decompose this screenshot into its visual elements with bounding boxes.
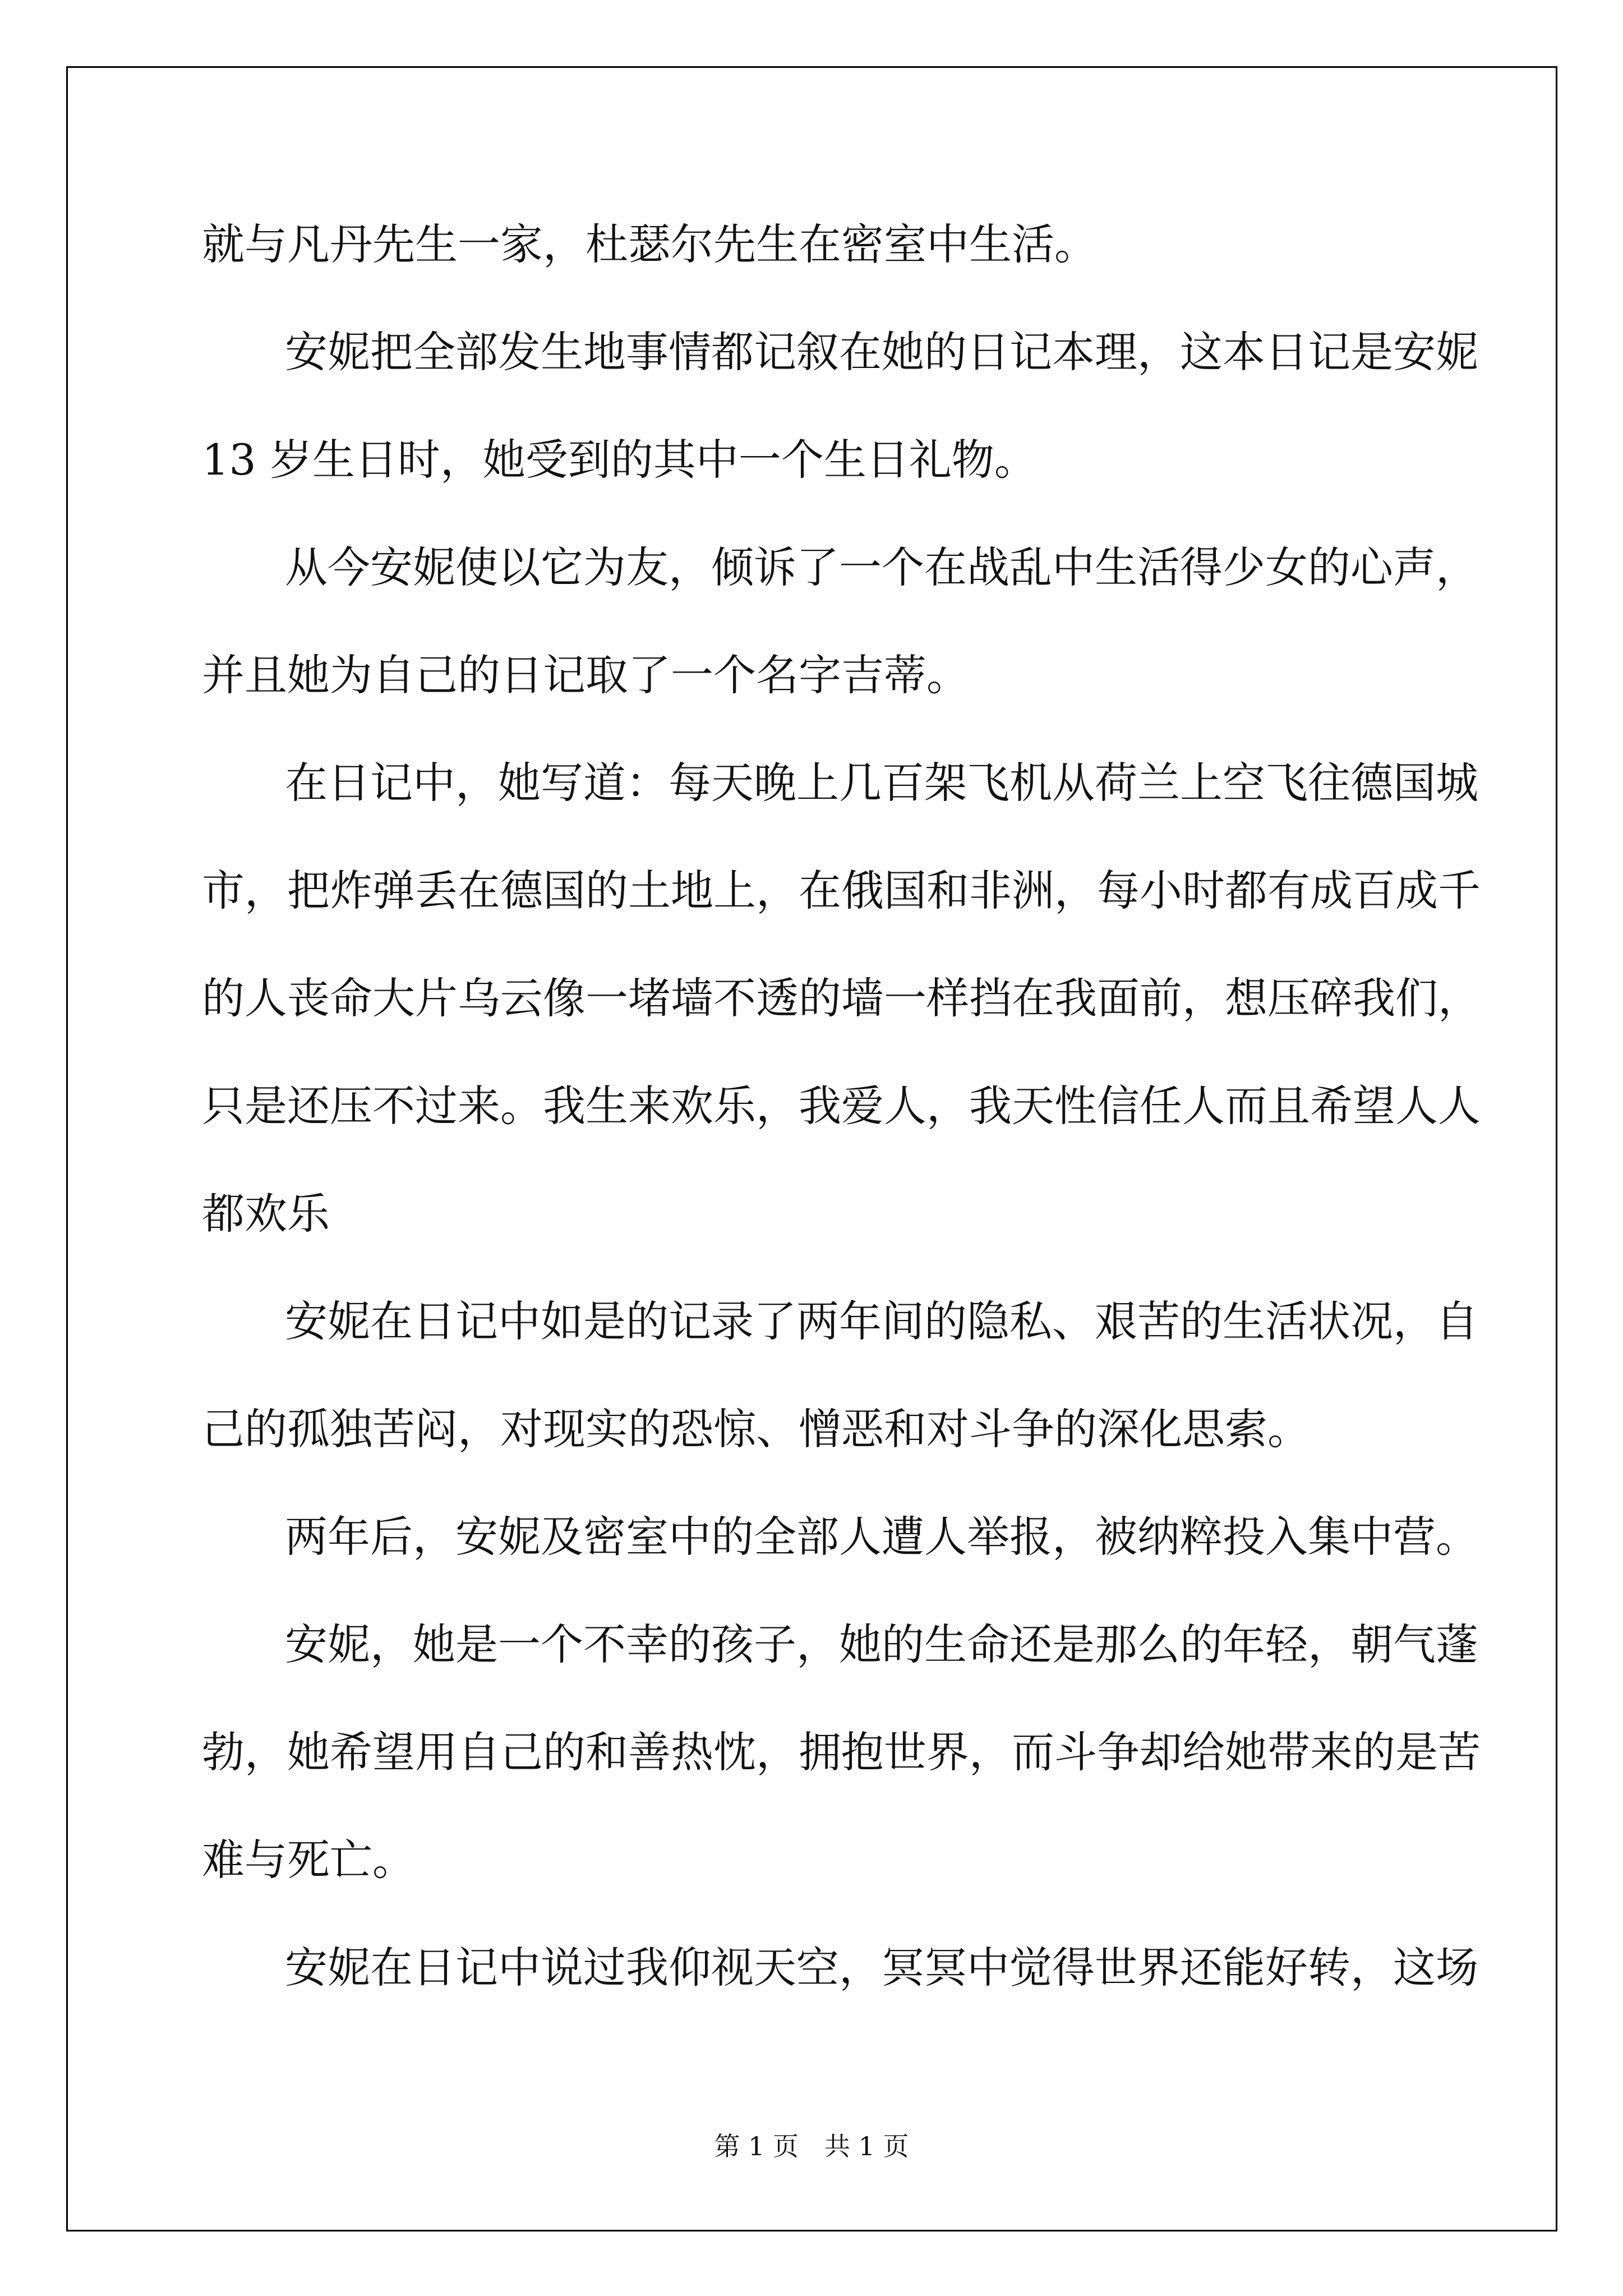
text-line: 安妮在日记中如是的记录了两年间的隐私、艰苦的生活状况，自 bbox=[285, 1296, 1478, 1346]
document-body bbox=[202, 191, 1481, 2022]
text-line: 市，把炸弹丢在德国的土地上，在俄国和非洲，每小时都有成百成千 bbox=[202, 866, 1481, 915]
text-line: 安妮把全部发生地事情都记叙在她的日记本理，这本日记是安妮 bbox=[285, 327, 1478, 377]
text-line: 的人丧命大片乌云像一堵墙不透的墙一样挡在我面前，想压碎我们， bbox=[202, 973, 1481, 1023]
text-line: 只是还压不过来。我生来欢乐，我爱人，我天性信任人而且希望人人 bbox=[202, 1081, 1481, 1131]
text-line: 勃，她希望用自己的和善热忱，拥抱世界，而斗争却给她带来的是苦 bbox=[202, 1727, 1481, 1777]
page-footer bbox=[0, 2126, 1623, 2163]
text-line: 13 岁生日时，她受到的其中一个生日礼物。 bbox=[202, 435, 1037, 485]
text-line: 安妮，她是一个不幸的孩子，她的生命还是那么的年轻，朝气蓬 bbox=[285, 1619, 1478, 1669]
text-line: 从今安妮使以它为友，倾诉了一个在战乱中生活得少女的心声， bbox=[285, 542, 1478, 592]
text-line: 己的孤独苦闷，对现实的恐惊、憎恶和对斗争的深化思索。 bbox=[202, 1404, 1310, 1454]
text-line: 都欢乐 bbox=[202, 1189, 330, 1239]
text-line: 两年后，安妮及密室中的全部人遭人举报，被纳粹投入集中营。 bbox=[285, 1512, 1478, 1562]
text-line: 安妮在日记中说过我仰视天空，冥冥中觉得世界还能好转，这场 bbox=[285, 1943, 1478, 1993]
page-number-label: 第 1 页 共 1 页 bbox=[714, 2131, 909, 2161]
text-line: 难与死亡。 bbox=[202, 1835, 415, 1885]
text-line: 就与凡丹先生一家，杜瑟尔先生在密室中生活。 bbox=[202, 219, 1097, 269]
text-line: 在日记中，她写道：每天晚上几百架飞机从荷兰上空飞往德国城 bbox=[285, 758, 1478, 808]
text-line: 并且她为自己的日记取了一个名字吉蒂。 bbox=[202, 650, 969, 700]
